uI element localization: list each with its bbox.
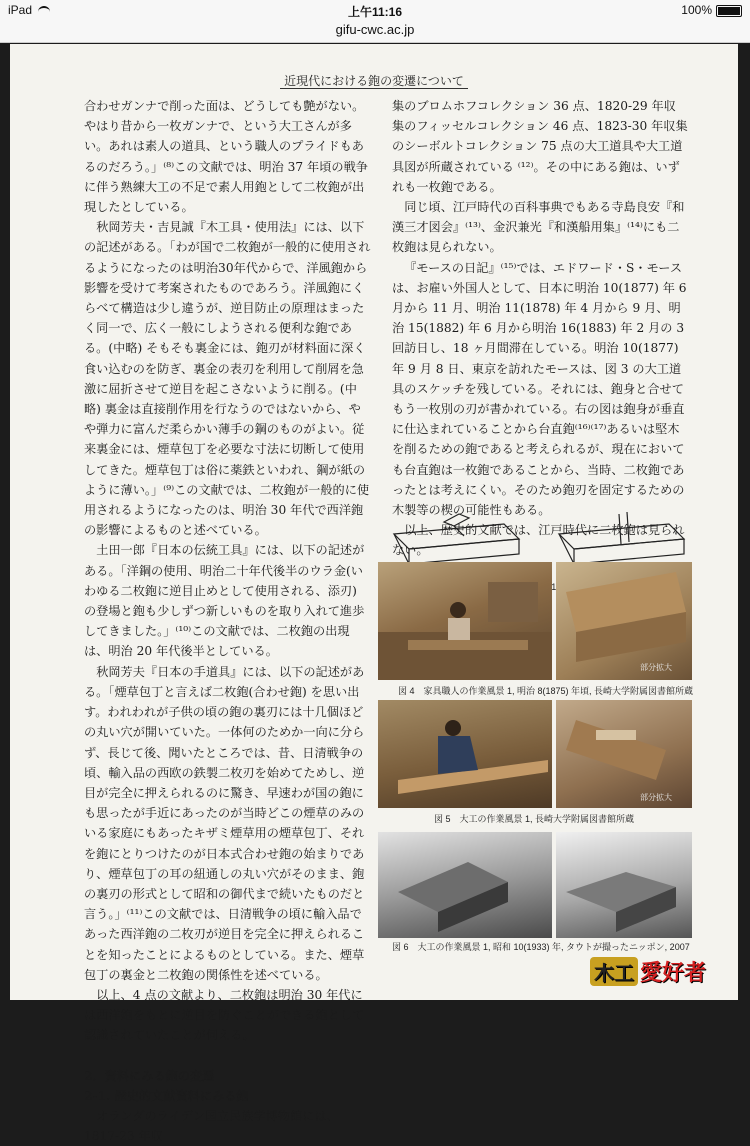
photo-tag: 部分拡大: [640, 663, 672, 672]
figure-5-photo: [378, 700, 552, 808]
battery-icon: [716, 5, 742, 17]
figure-4-detail-photo: [556, 562, 692, 680]
paragraph: 秋岡芳夫・吉見誠『木工具・使用法』には、以下の記述がある。「わが国で二枚鉋が一般的に使用されるようになったのは明治30年代からで、洋風鉋から影響を受けて考案されたものであろう。洋風鉋にくらべて構造は少し違うが、逆目防止の原理はまったく同一で、広く一般にしようされる便利な鉋である。(中略) そもそも裏金には、鉋刃が材料面に深く食い込むのを防ぎ、裏金の表刃を利用して削屑を急激に屈折させて逆目を起こさないように削る。(中略) 裏金は直接削作用を行なうのではないから、やや弾力に富んだ柔らかい薄手の鋼のものがよい。従来裏金には、煙草包丁を必要な寸法に切断して使用してきた。煙草包丁は俗に薬鉄といわれ、鋼が紙のように薄い。」⁽⁹⁾この文献では、二枚鉋が一般的に使用されるようになったのは、明治 30 年代で西洋鉋の影響によるものと述べている。: [84, 220, 371, 538]
joinery-photo: [378, 832, 552, 938]
clock: 上午11:16: [347, 5, 403, 19]
right-column: [392, 96, 688, 561]
figure-4-photo: [378, 562, 552, 680]
figure-6-detail-photo: [556, 832, 692, 938]
paragraph: 同じ頃、江戸時代の百科事典でもある寺島良安『和漢三才図会』⁽¹³⁾、金沢兼光『和漢船用集』⁽¹⁴⁾にも二枚鉋は見られない。: [392, 200, 685, 255]
paragraph: 集のブロムホフコレクション 36 点、1820-29 年収集のフィッセルコレクション 46 点、1823-30 年収集のシーボルトコレクション 75 点の大工道具や大工道具図が所蔵されている ⁽¹²⁾。その中にある鉋は、いずれも一枚鉋である。: [392, 99, 688, 194]
figure-6-photo: [378, 832, 552, 938]
paragraph: 土田一郎『日本の伝統工具』には、以下の記述がある。「洋鋼の使用、明治二十年代後半のウラ金(いわゆる二枚鉋に逆目止めとして使用される、添刃) の登場と鉋も少しずつ新しいものを取り入れて進歩してきました。」⁽¹⁰⁾この文献では、二枚鉋の出現は、明治 20 年代後半としている。: [84, 543, 365, 659]
carpenter-figure: [378, 700, 552, 808]
photo-tag: 部分拡大: [640, 793, 672, 802]
paragraph: 秋岡芳夫『日本の手道具』には、以下の記述がある。「煙草包丁と言えば二枚鉋(合わせ鉋) を思い出す。われわれが子供の頃の鉋の裏刃には十几個ほどの丸い穴が開いていた。一体何のためか一向に分らず、長じて後、聞いたところでは、昔、日清戦争の頃、輸入品の西欧の鉄製二枚刃を始めてためし、逆目が完全に押えられるのに驚き、早速わが国の鉋にも思ったが手近にあったのが当時どこの煙草のみのいる家庭にもあったキザミ煙草用の煙草包丁、それを鉋にとりつけたのが日本式合わせ鉋の始まりであり、煙草包丁の耳の紐通しの丸い穴がそのまま、鉋の裏刃の形式として昭和の御代まで続いたものだと言う。」⁽¹¹⁾この文献では、日清戦争の頃に輸入品であった西洋鉋の二枚刃が逆目を完全に押えられることを知ったことによるものとしている。また、煙草包丁の裏金と二枚鉋の関係性を述べている。: [84, 664, 365, 982]
paragraph: 『モースの日記』⁽¹⁵⁾では、エドワード・S・モースは、お雇い外国人として、日本に明治 10(1877) 年 6 月から 11 月、明治 11(1878) 年 4 月から 9 月、明治 15(1882) 年 6 月から明治 16(1883) 年 2 月の 3 回訪日し、18 ヶ月間滞在している。明治 10(1877) 年 9 月 8 日、東京を訪れたモースは、図 3 の大工道具のスケッチを残している。それには、鉋身と合せてもう一枚別の刃が書かれている。右の図は鉋身が垂直に仕込まれていることから台直鉋⁽¹⁶⁾⁽¹⁷⁾あるいは堅木を削るための鉋であると考えられるが、現在においても台直鉋は一枚鉋であることから、当時、二枚鉋であったとは考えにくい。そのため鉋刃を固定するための木製等の楔の可能性もある。: [392, 260, 687, 518]
figure-5-detail-photo: [556, 700, 692, 808]
joinery-detail: [556, 832, 692, 938]
device-label: iPad: [8, 3, 50, 17]
paragraph: 以上、歴史的文献では、江戸時代に二枚鉋は見られない。: [392, 523, 685, 558]
watermark-text: 愛好者: [640, 960, 707, 985]
left-column: [84, 96, 372, 1146]
figure-4-caption: 図 4 家具職人の作業風景 1, 明治 8(1875) 年頃, 長崎大学附属図書館所蔵: [398, 686, 694, 696]
subsection-heading: 2-1. 歴史的文献資料にみる鉋: [84, 1088, 249, 1103]
address-bar[interactable]: [0, 20, 750, 43]
page-header: 近現代における鉋の変遷について: [10, 72, 738, 89]
paragraph: 合わせガンナで削った面は、どうしても艶がない。やはり昔から一枚ガンナで、という大工さんが多い。あれは素人の道具、という職人のプライドもあるのだろう。」⁽⁸⁾この文献では、明治 37 年頃の戦争に伴う熟練大工の不足で素人用鉋として二枚鉋が出現したとしている。: [84, 99, 368, 215]
craftsman-figure: [378, 562, 552, 680]
section-heading: 2．資料にみる鉋の変遷: [84, 1068, 215, 1083]
paragraph: オランダのライデン国立民族学博物館には、1817-23 年収: [84, 1108, 339, 1144]
figure-6-caption: 図 6 大工の作業風景 1, 昭和 10(1933) 年, タウトが撮ったニッポン, 2007: [392, 942, 690, 952]
url-text: gifu-cwc.ac.jp: [335, 22, 415, 37]
battery-indicator: 100%: [681, 3, 742, 17]
figure-5-caption: 図 5 大工の作業風景 1, 長崎大学附属図書館所蔵: [434, 814, 635, 824]
site-watermark: [590, 956, 736, 996]
paragraph: 以上、4 点の文献より、二枚鉋は明治 30 年代には西洋鉋をもとに逆目を防ぐことができる鉋として認識されていたことが伺える。: [84, 987, 365, 1043]
document-page: [10, 44, 738, 1144]
status-bar: [0, 0, 750, 20]
watermark-mark: 木工: [590, 957, 638, 986]
